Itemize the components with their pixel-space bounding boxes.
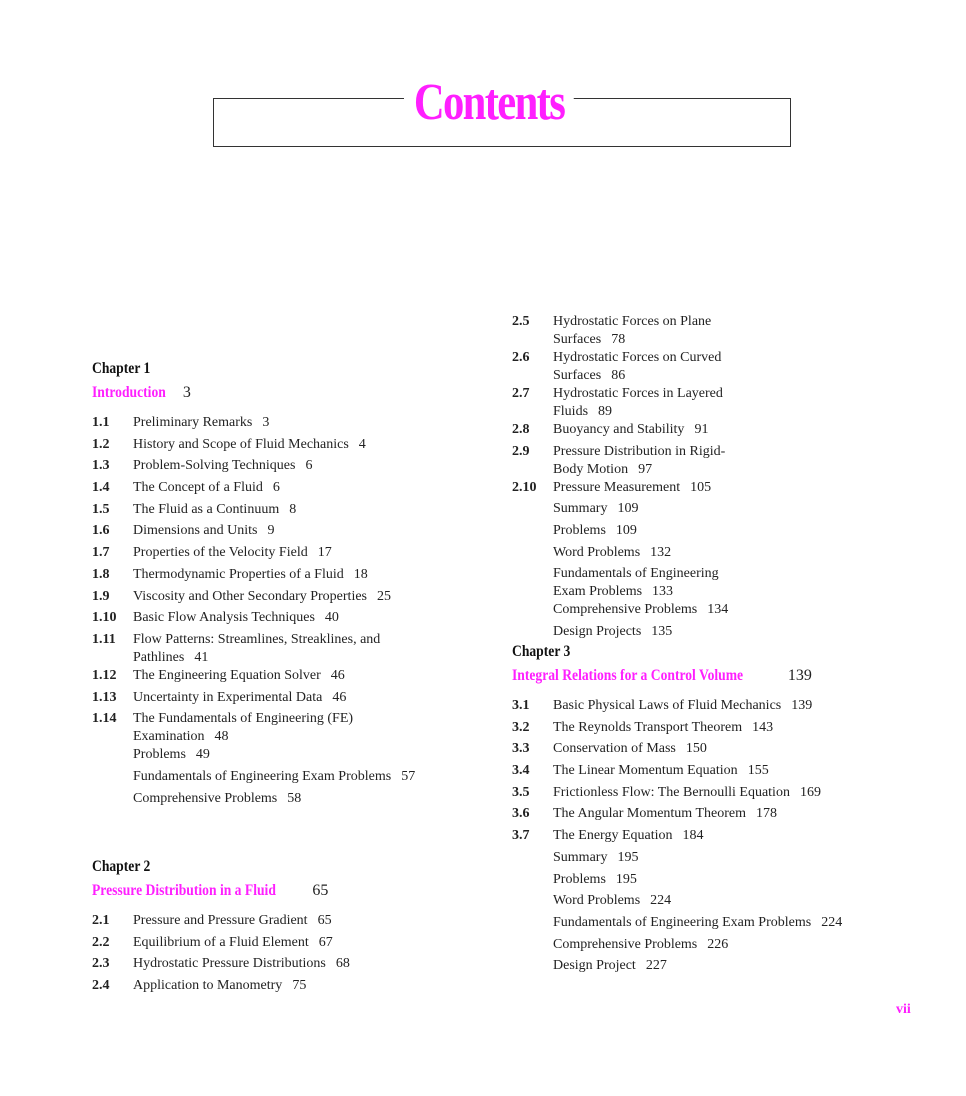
section-title <box>553 936 892 958</box>
toc-entry[interactable] <box>512 827 892 849</box>
chapter-3-section <box>512 641 892 979</box>
section-page: 46 <box>330 667 345 683</box>
section-page: 195 <box>615 871 637 887</box>
section-title <box>133 746 452 768</box>
section-number <box>512 936 553 958</box>
section-title <box>553 805 892 827</box>
section-title-text: Pressure and Pressure Gradient <box>133 913 308 928</box>
section-title <box>133 414 452 436</box>
toc-entry[interactable] <box>512 849 892 871</box>
section-page: 97 <box>638 461 653 477</box>
section-title-text: Design Projects <box>553 624 642 640</box>
section-number: 2.6 <box>512 350 530 365</box>
section-number <box>512 849 553 871</box>
section-page: 150 <box>685 741 707 757</box>
section-title-text: Word Problems <box>553 544 641 560</box>
section-number: 1.3 <box>92 458 110 474</box>
toc-entry[interactable] <box>512 719 892 741</box>
section-number <box>512 522 553 544</box>
toc-entry[interactable] <box>512 443 752 479</box>
toc-entry[interactable] <box>92 955 452 977</box>
toc-entry[interactable] <box>92 631 452 667</box>
section-title <box>553 914 892 936</box>
section-title-text: Thermodynamic Properties of a Fluid <box>133 566 344 582</box>
toc-entry[interactable] <box>92 768 452 790</box>
section-title-text: Word Problems <box>553 893 641 909</box>
toc-entry[interactable] <box>92 414 452 436</box>
section-page: 18 <box>353 566 368 582</box>
section-title <box>133 912 452 934</box>
section-number: 2.5 <box>512 314 530 329</box>
section-page: 178 <box>755 806 777 822</box>
chapter-label: Chapter 1 <box>92 360 151 377</box>
section-title-text: Conservation of Mass <box>553 741 676 757</box>
toc-entry[interactable] <box>512 697 892 719</box>
section-number: 3.7 <box>512 828 530 844</box>
toc-entry[interactable] <box>512 601 752 623</box>
section-title-text: History and Scope of Fluid Mechanics <box>133 436 349 452</box>
section-title-text: The Reynolds Transport Theorem <box>553 719 743 735</box>
toc-entry[interactable] <box>512 421 752 443</box>
chapter-title[interactable] <box>512 663 892 689</box>
section-page: 3 <box>262 415 270 430</box>
section-page: 48 <box>214 729 229 745</box>
toc-entry[interactable] <box>92 457 452 479</box>
section-number: 1.11 <box>92 631 116 647</box>
section-number: 2.2 <box>92 934 110 950</box>
section-number: 1.2 <box>92 436 110 452</box>
section-page: 4 <box>358 436 366 452</box>
section-title <box>133 522 452 544</box>
section-title <box>133 479 452 501</box>
section-page: 68 <box>335 956 350 972</box>
section-title-text: Hydrostatic Forces in Layered Fluids <box>553 386 723 419</box>
section-title <box>133 710 452 746</box>
section-title-text: Basic Physical Laws of Fluid Mechanics <box>553 698 782 713</box>
section-title <box>553 827 892 849</box>
section-page: 109 <box>617 501 639 517</box>
section-title-text: Frictionless Flow: The Bernoulli Equation <box>553 784 790 800</box>
section-title <box>133 977 452 999</box>
section-page: 65 <box>317 913 332 928</box>
section-page: 105 <box>690 479 712 495</box>
chapter-2-continued <box>512 313 752 645</box>
section-page: 109 <box>615 523 637 539</box>
section-number: 3.5 <box>512 784 530 800</box>
section-number: 1.12 <box>92 667 117 683</box>
section-title-text: The Fundamentals of Engineering (FE) Examination <box>133 711 354 745</box>
section-page: 67 <box>318 934 333 950</box>
section-title <box>133 934 452 956</box>
section-number: 1.5 <box>92 501 110 517</box>
section-number <box>92 768 133 790</box>
section-number: 1.6 <box>92 523 110 539</box>
section-page: 155 <box>747 763 769 779</box>
section-page: 139 <box>791 698 813 713</box>
section-number <box>512 544 553 566</box>
section-title-text: Design Project <box>553 958 636 974</box>
section-title-text: Hydrostatic Forces on Plane Surfaces <box>553 314 712 347</box>
section-page: 135 <box>651 624 673 640</box>
section-title <box>553 349 752 385</box>
chapter-title-text: Pressure Distribution in a Fluid <box>92 882 276 899</box>
toc-entry[interactable] <box>512 349 752 385</box>
section-title <box>553 500 752 522</box>
toc-entry[interactable] <box>92 746 452 768</box>
section-title <box>133 689 452 711</box>
page-number: vii <box>896 1002 911 1017</box>
section-number: 1.7 <box>92 545 110 561</box>
chapter-page: 65 <box>312 882 329 899</box>
section-title <box>553 421 752 443</box>
section-title-text: Summary <box>553 849 608 865</box>
section-page: 143 <box>752 719 774 735</box>
section-title-text: Viscosity and Other Secondary Properties <box>133 588 367 604</box>
section-page: 134 <box>707 602 729 618</box>
section-title <box>133 566 452 588</box>
section-number: 2.3 <box>92 956 110 972</box>
toc-entry[interactable] <box>92 544 452 566</box>
section-page: 46 <box>332 689 347 705</box>
section-number: 2.1 <box>92 913 110 928</box>
section-number: 3.3 <box>512 741 530 757</box>
toc-entry[interactable] <box>512 500 752 522</box>
toc-entry[interactable] <box>92 667 452 689</box>
section-page: 169 <box>799 784 821 800</box>
section-title-text: Buoyancy and Stability <box>553 422 685 437</box>
section-page: 132 <box>650 544 672 560</box>
section-number: 1.4 <box>92 480 110 496</box>
section-title-text: The Concept of a Fluid <box>133 480 263 496</box>
section-page: 86 <box>611 368 626 383</box>
section-title <box>553 957 892 979</box>
section-title-text: The Energy Equation <box>553 828 673 844</box>
toc-entry[interactable] <box>512 805 892 827</box>
section-page: 224 <box>821 914 843 930</box>
section-title-text: The Linear Momentum Equation <box>553 763 738 779</box>
section-title <box>553 601 752 623</box>
section-title-text: Fundamentals of Engineering Exam Problems <box>553 914 812 930</box>
section-number: 3.1 <box>512 698 530 713</box>
section-number <box>92 746 133 768</box>
toc-entry[interactable] <box>512 936 892 958</box>
section-title <box>553 719 892 741</box>
section-title-text: Properties of the Velocity Field <box>133 545 308 561</box>
toc-entry[interactable] <box>92 609 452 631</box>
section-title <box>553 784 892 806</box>
section-title <box>133 631 452 667</box>
section-page: 8 <box>289 501 297 517</box>
section-title-text: Pressure Distribution in Rigid-Body Motion <box>553 443 726 477</box>
section-number: 2.7 <box>512 386 530 401</box>
section-number <box>512 565 553 601</box>
chapter-label: Chapter 3 <box>512 643 571 660</box>
section-page: 9 <box>267 523 275 539</box>
section-title-text: Problem-Solving Techniques <box>133 458 296 474</box>
section-page: 58 <box>287 790 302 806</box>
section-page: 89 <box>598 404 613 419</box>
chapter-1-section <box>92 358 452 811</box>
toc-entry[interactable] <box>512 871 892 893</box>
section-title-text: Comprehensive Problems <box>553 936 698 952</box>
chapter-title[interactable] <box>92 878 452 904</box>
section-title <box>553 565 752 601</box>
section-page: 49 <box>195 747 210 763</box>
section-title <box>133 588 452 610</box>
section-number: 2.4 <box>92 978 110 994</box>
toc-entry[interactable] <box>92 479 452 501</box>
toc-entry[interactable] <box>92 566 452 588</box>
toc-entry[interactable] <box>512 957 892 979</box>
section-number <box>512 914 553 936</box>
section-title <box>553 313 752 349</box>
section-number: 2.8 <box>512 422 530 437</box>
section-title-text: Preliminary Remarks <box>133 415 253 430</box>
section-number <box>512 871 553 893</box>
section-number: 3.4 <box>512 763 530 779</box>
section-page: 195 <box>617 849 639 865</box>
section-page: 226 <box>707 936 729 952</box>
toc-entry[interactable] <box>512 740 892 762</box>
section-title-text: Dimensions and Units <box>133 523 258 539</box>
section-title <box>553 740 892 762</box>
section-title-text: Problems <box>553 523 606 539</box>
chapter-page: 3 <box>182 384 191 401</box>
section-number <box>512 500 553 522</box>
section-title-text: Uncertainty in Experimental Data <box>133 689 323 705</box>
section-title <box>553 697 892 719</box>
section-title-text: Application to Manometry <box>133 978 283 994</box>
section-title-text: Pressure Measurement <box>553 479 681 495</box>
section-page: 57 <box>401 768 416 784</box>
section-page: 41 <box>194 649 209 665</box>
section-title <box>133 955 452 977</box>
section-page: 6 <box>272 480 280 496</box>
toc-entry[interactable] <box>92 912 452 934</box>
toc-entry[interactable] <box>512 565 752 601</box>
page-title: Contents <box>404 72 574 134</box>
toc-entry[interactable] <box>512 522 752 544</box>
section-page: 184 <box>682 828 704 844</box>
toc-entry[interactable] <box>512 385 752 421</box>
section-title <box>553 522 752 544</box>
toc-entry[interactable] <box>92 501 452 523</box>
chapter-title-text: Integral Relations for a Control Volume <box>512 667 744 684</box>
toc-entry[interactable] <box>92 689 452 711</box>
toc-entry[interactable] <box>92 710 452 746</box>
toc-entry[interactable] <box>512 762 892 784</box>
section-page: 78 <box>611 332 626 347</box>
section-title <box>553 544 752 566</box>
chapter-2-section <box>92 856 452 999</box>
section-title <box>133 768 452 790</box>
section-title <box>133 790 452 812</box>
section-page: 40 <box>324 610 339 626</box>
toc-entry[interactable] <box>92 790 452 812</box>
section-number: 1.9 <box>92 588 110 604</box>
section-title-text: Comprehensive Problems <box>553 602 698 618</box>
section-title <box>133 609 452 631</box>
section-title <box>133 457 452 479</box>
section-title <box>553 892 892 914</box>
section-title-text: Problems <box>133 747 186 763</box>
toc-entry[interactable] <box>92 977 452 999</box>
section-number: 3.6 <box>512 806 530 822</box>
section-page: 133 <box>652 584 674 600</box>
section-number: 1.1 <box>92 415 110 430</box>
section-number: 1.14 <box>92 711 117 727</box>
section-title-text: Basic Flow Analysis Techniques <box>133 610 315 626</box>
section-number: 2.9 <box>512 443 530 459</box>
section-page: 224 <box>650 893 672 909</box>
section-title <box>553 385 752 421</box>
section-page: 91 <box>694 422 709 437</box>
toc-entry[interactable] <box>92 934 452 956</box>
toc-entry[interactable] <box>512 914 892 936</box>
section-title-text: Equilibrium of a Fluid Element <box>133 934 309 950</box>
section-number <box>512 892 553 914</box>
section-title <box>553 871 892 893</box>
chapter-title[interactable] <box>92 380 452 406</box>
section-title <box>133 436 452 458</box>
toc-entry[interactable] <box>512 479 752 501</box>
toc-entry[interactable] <box>92 522 452 544</box>
toc-entry[interactable] <box>92 436 452 458</box>
section-title-text: Fundamentals of Engineering Exam Problems <box>553 566 719 600</box>
section-title-text: Comprehensive Problems <box>133 790 278 806</box>
section-title-text: Summary <box>553 501 608 517</box>
section-page: 17 <box>317 545 332 561</box>
section-title-text: Flow Patterns: Streamlines, Streaklines, and Pathlines <box>133 631 381 665</box>
section-number: 1.8 <box>92 566 110 582</box>
section-title <box>133 667 452 689</box>
section-number: 1.10 <box>92 610 117 626</box>
toc-entry[interactable] <box>512 544 752 566</box>
section-page: 227 <box>645 958 667 974</box>
chapter-label: Chapter 2 <box>92 858 151 875</box>
section-title <box>133 544 452 566</box>
section-title <box>553 849 892 871</box>
section-page: 6 <box>305 458 313 474</box>
section-title-text: The Angular Momentum Theorem <box>553 806 746 822</box>
section-title <box>553 443 752 479</box>
section-title-text: The Fluid as a Continuum <box>133 501 280 517</box>
section-number: 1.13 <box>92 689 117 705</box>
section-page: 25 <box>377 588 391 604</box>
section-page: 75 <box>292 978 307 994</box>
section-title <box>133 501 452 523</box>
section-number <box>512 601 553 623</box>
toc-entry[interactable] <box>512 892 892 914</box>
section-title <box>553 762 892 784</box>
section-title-text: Fundamentals of Engineering Exam Problems <box>133 768 392 784</box>
section-number: 3.2 <box>512 719 530 735</box>
chapter-page: 139 <box>787 667 812 684</box>
section-title-text: The Engineering Equation Solver <box>133 667 321 683</box>
section-number <box>512 957 553 979</box>
toc-entry[interactable] <box>92 588 452 610</box>
section-number <box>92 790 133 812</box>
section-title-text: Hydrostatic Forces on Curved Surfaces <box>553 350 722 383</box>
toc-entry[interactable] <box>512 313 752 349</box>
section-title-text: Problems <box>553 871 606 887</box>
section-number: 2.10 <box>512 479 537 495</box>
toc-entry[interactable] <box>512 784 892 806</box>
chapter-title-text: Introduction <box>92 384 166 401</box>
section-title <box>553 479 752 501</box>
section-title-text: Hydrostatic Pressure Distributions <box>133 956 326 972</box>
